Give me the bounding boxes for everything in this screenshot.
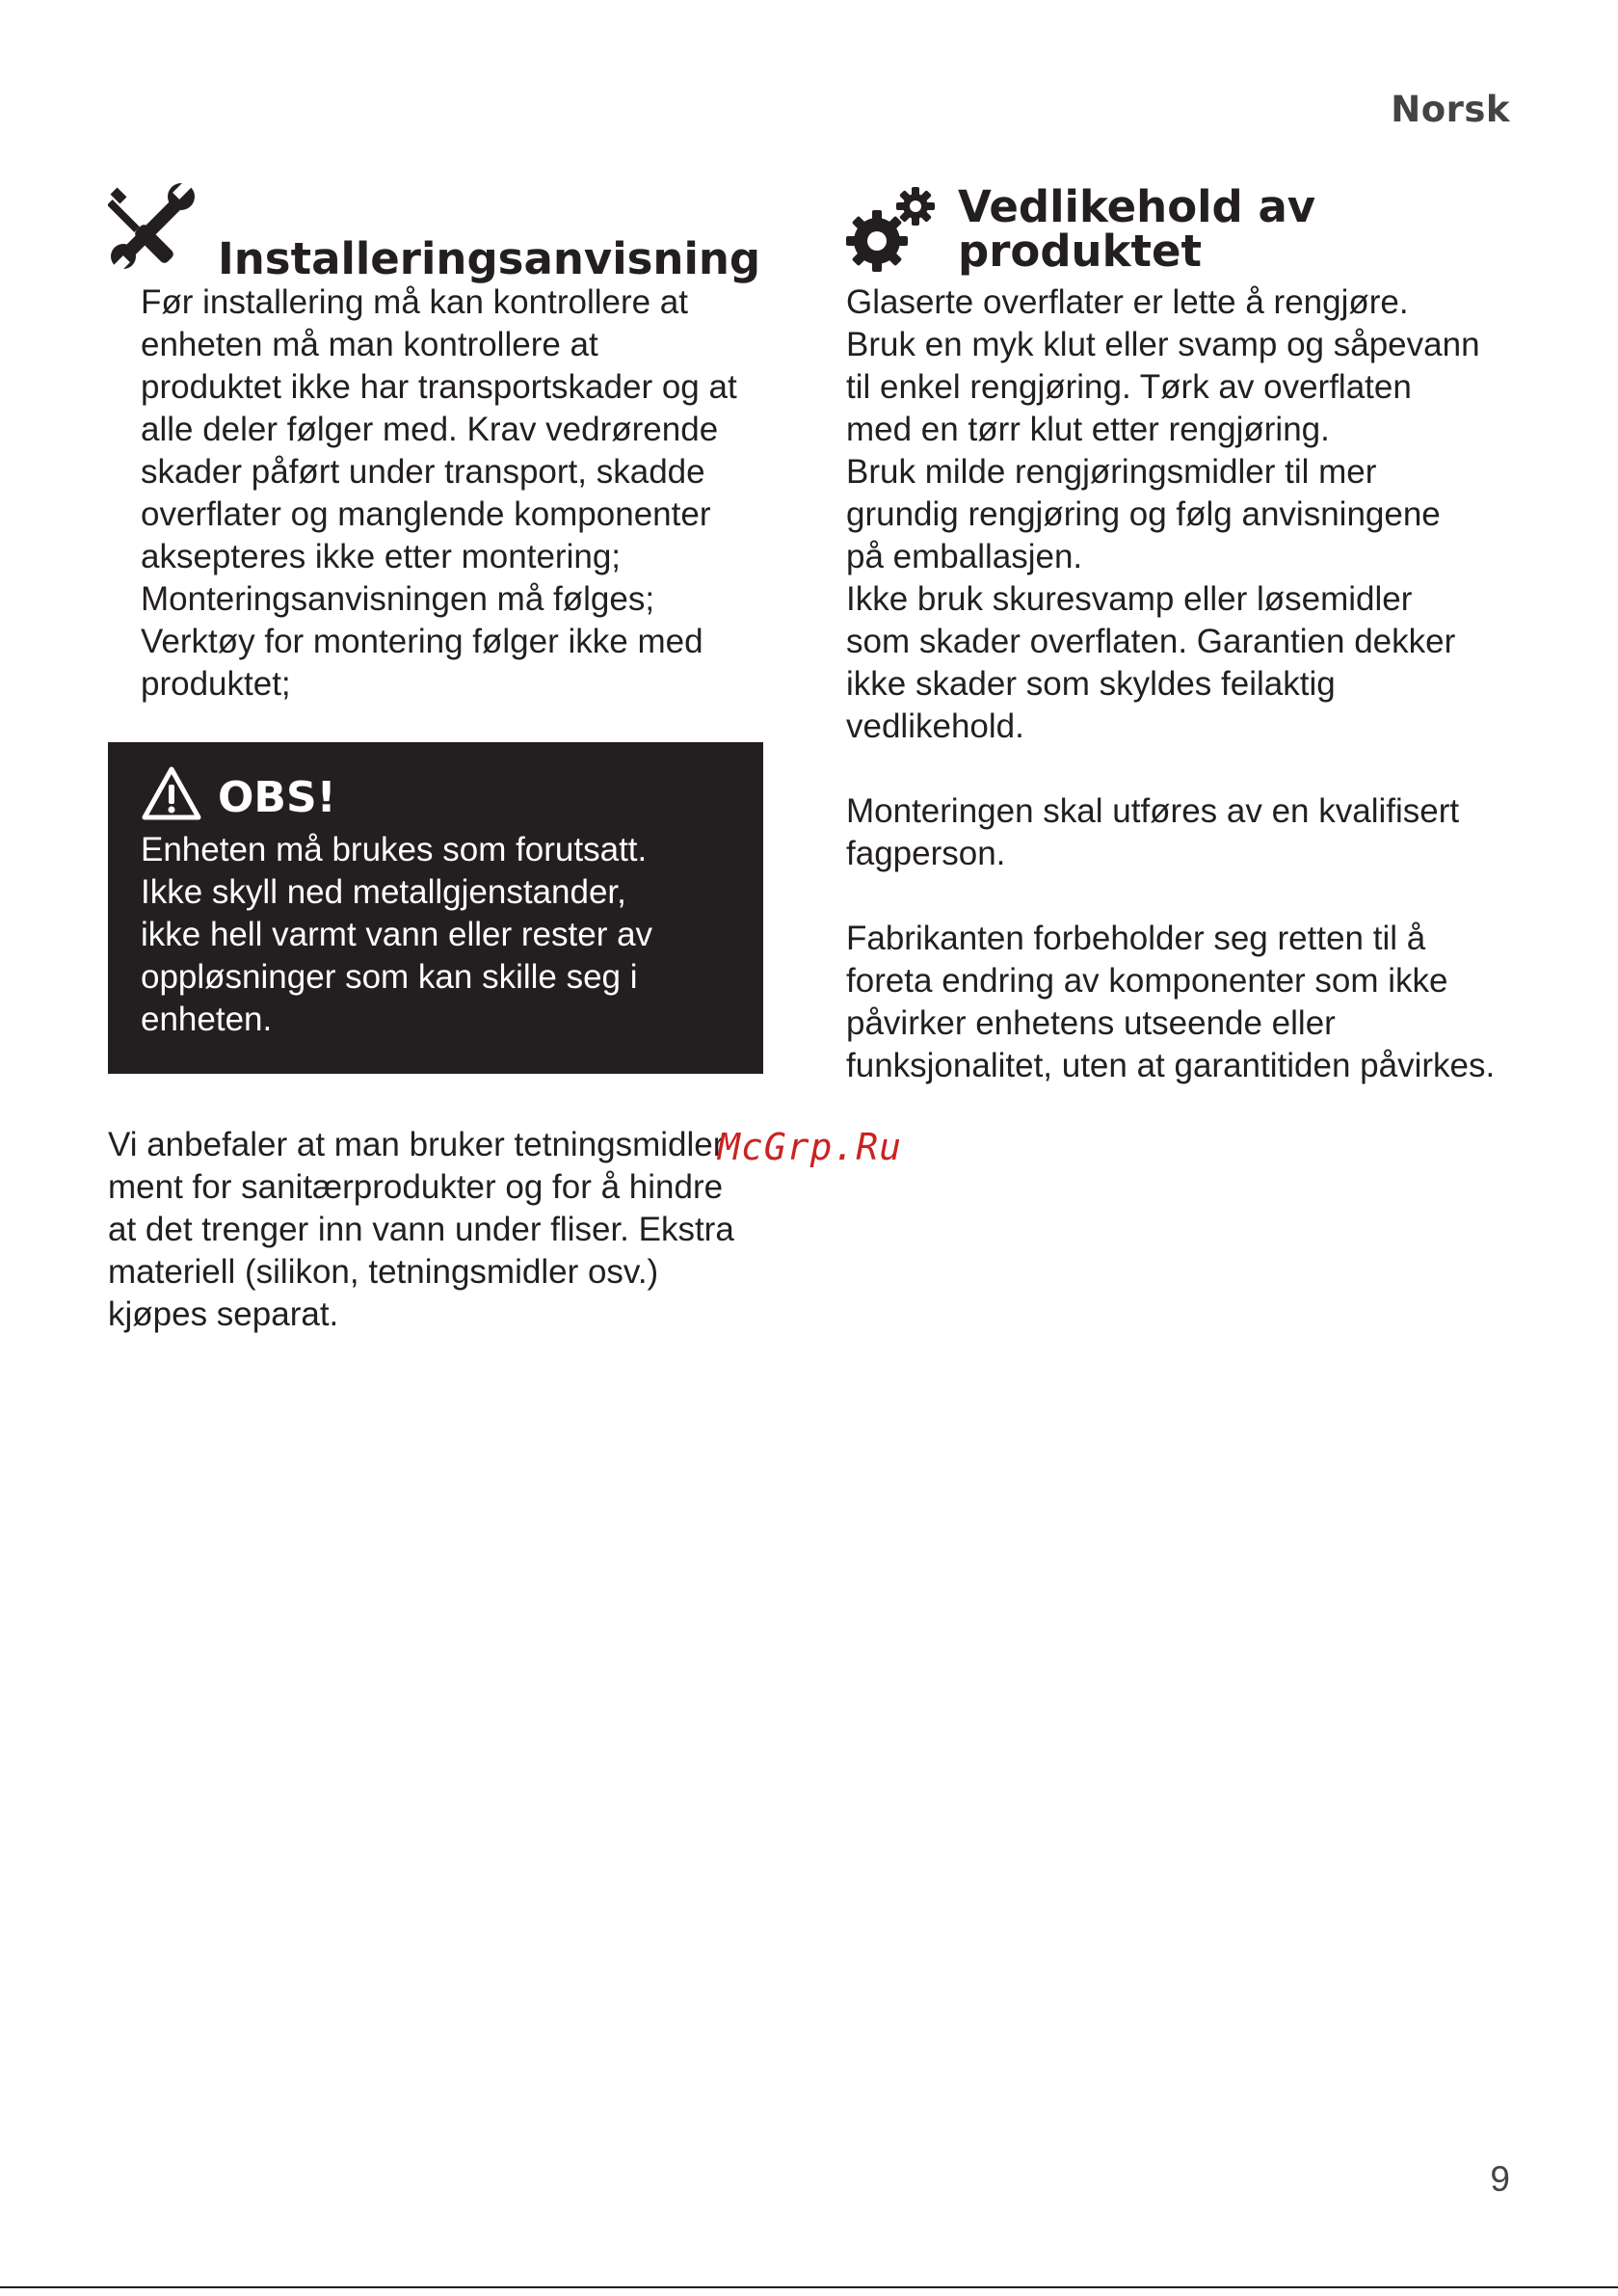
text-line: alle deler følger med. Krav vedrørende [141, 411, 719, 448]
text-line: Glaserte overflater er lette å rengjøre. [846, 283, 1409, 321]
text-line: Før installering må kan kontrollere at [141, 283, 688, 321]
text-line: Ikke skyll ned metallgjenstander, [141, 873, 626, 911]
text-line: Vi anbefaler at man bruker tetningsmidler [108, 1126, 725, 1163]
text-line: ment for sanitærprodukter og for å hindre [108, 1168, 724, 1206]
left-column [108, 181, 763, 1336]
warning-title: OBS! [218, 773, 336, 822]
paragraph-gap [846, 748, 1521, 790]
maintenance-heading [846, 181, 1521, 281]
text-line: materiell (silikon, tetningsmidler osv.) [108, 1253, 659, 1291]
text-line: foreta endring av komponenter som ikke [846, 962, 1448, 1000]
text-line: ikke hell varmt vann eller rester av [141, 916, 653, 953]
text-line: oppløsninger som kan skille seg i [141, 958, 638, 996]
text-line: fagperson. [846, 835, 1006, 872]
bottom-divider [0, 2286, 1618, 2288]
warning-heading [141, 761, 730, 829]
text-line: kjøpes separat. [108, 1295, 339, 1333]
warning-triangle-icon [141, 765, 202, 821]
text-line: produktet ikke har transportskader og at [141, 368, 737, 406]
text-line: Bruk en myk klut eller svamp og såpevann [846, 326, 1480, 363]
tools-icon [108, 183, 197, 272]
text-line: Fabrikanten forbeholder seg retten til å [846, 920, 1426, 957]
text-line: grundig rengjøring og følg anvisningene [846, 495, 1441, 533]
paragraph-gap [846, 875, 1521, 918]
maintenance-body [846, 281, 1521, 748]
text-line: Enheten må brukes som forutsatt. [141, 831, 648, 868]
warning-body [141, 829, 730, 1041]
text-line: Ikke bruk skuresvamp eller løsemidler [846, 580, 1413, 618]
text-line: til enkel rengjøring. Tørk av overflaten [846, 368, 1412, 406]
text-line: påvirker enhetens utseende eller [846, 1004, 1336, 1042]
text-line: at det trenger inn vann under fliser. Ekstra [108, 1211, 734, 1248]
gears-icon [846, 185, 939, 274]
text-line: aksepteres ikke etter montering; [141, 538, 622, 575]
text-line: med en tørr klut etter rengjøring. [846, 411, 1330, 448]
installation-body [108, 281, 763, 706]
installation-title: Installeringsanvisning [218, 233, 761, 284]
text-line: som skader overflaten. Garantien dekker [846, 623, 1456, 660]
manufacturer-paragraph [846, 918, 1521, 1087]
text-line: skader påført under transport, skadde [141, 453, 705, 491]
text-line: Bruk milde rengjøringsmidler til mer [846, 453, 1377, 491]
language-label: Norsk [1391, 89, 1510, 130]
text-line: produktet; [141, 665, 291, 703]
text-line: ikke skader som skyldes feilaktig [846, 665, 1336, 703]
sealant-paragraph [108, 1124, 763, 1336]
installation-heading [108, 181, 763, 284]
text-line: på emballasjen. [846, 538, 1083, 575]
text-line: Monteringen skal utføres av en kvalifisert [846, 792, 1460, 830]
text-line: Verktøy for montering følger ikke med [141, 623, 703, 660]
right-column [846, 181, 1521, 1087]
assembly-paragraph [846, 790, 1521, 875]
text-line: vedlikehold. [846, 707, 1024, 745]
maintenance-title-line2: produktet [958, 226, 1203, 277]
text-line: Monteringsanvisningen må følges; [141, 580, 655, 618]
text-line: overflater og manglende komponenter [141, 495, 711, 533]
maintenance-title [958, 181, 1316, 277]
watermark: McGrp.Ru [718, 1126, 903, 1168]
text-line: enheten må man kontrollere at [141, 326, 598, 363]
text-line: funksjonalitet, uten at garantitiden påvirkes. [846, 1047, 1496, 1084]
page-number: 9 [1490, 2159, 1510, 2199]
warning-box [108, 742, 763, 1074]
maintenance-title-line1: Vedlikehold av [958, 181, 1316, 232]
text-line: enheten. [141, 1001, 273, 1038]
